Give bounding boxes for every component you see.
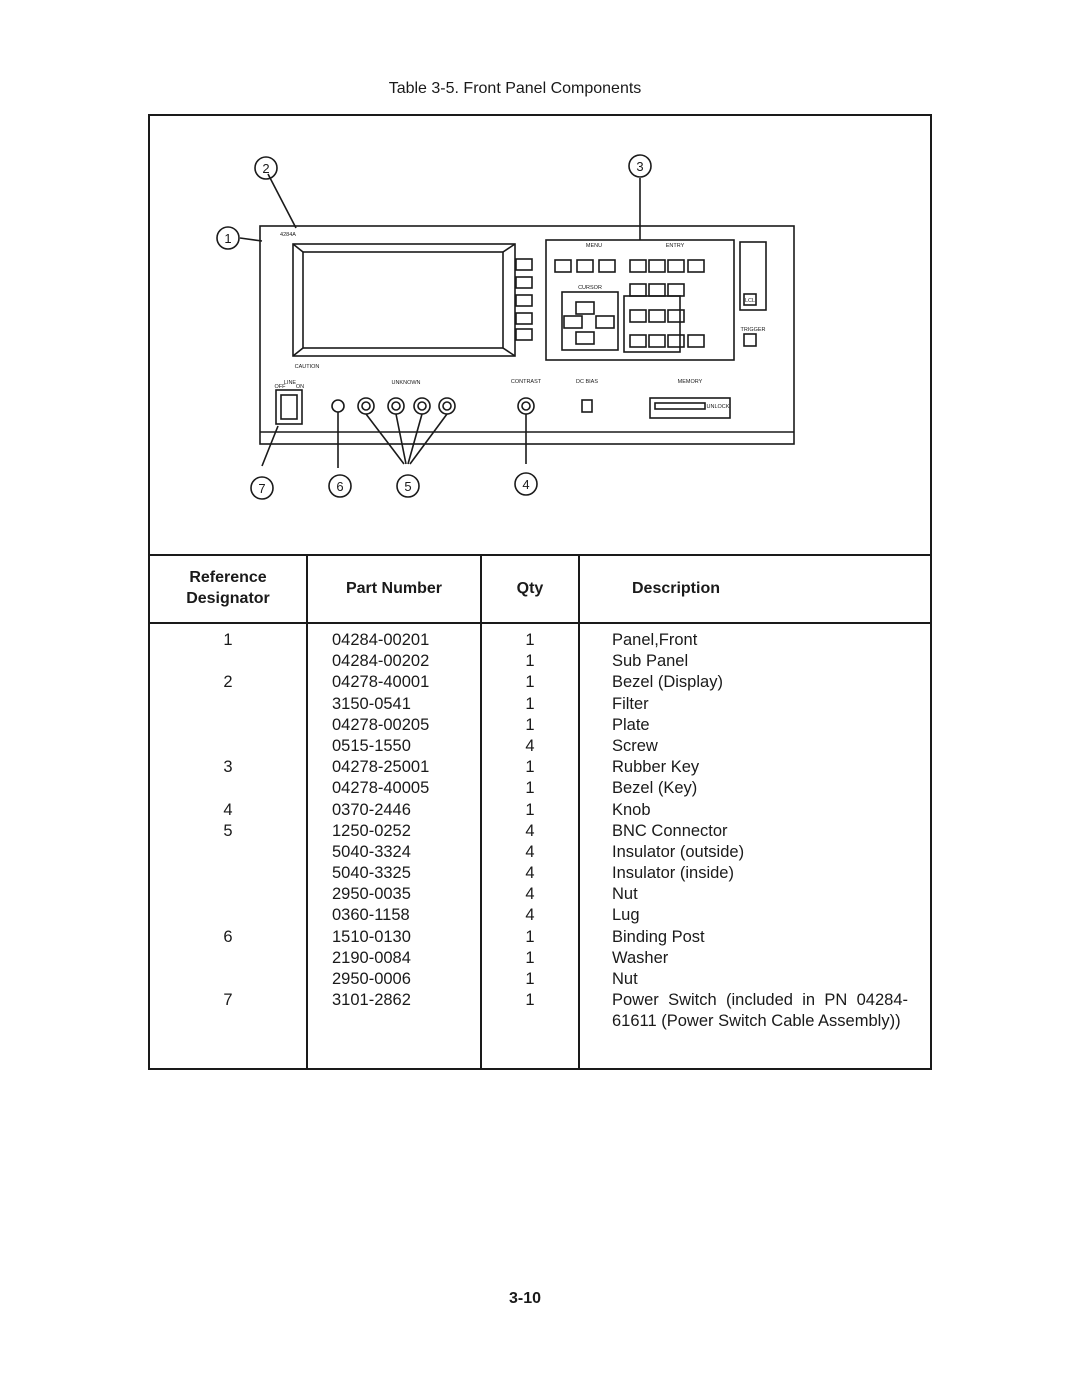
ref-cell: [150, 884, 306, 905]
part-cell: 0515-1550: [332, 736, 411, 755]
svg-text:6: 6: [336, 479, 344, 494]
svg-text:CAUTION: CAUTION: [294, 364, 320, 370]
display-bezel: [293, 244, 515, 356]
part-cell: 1250-0252: [332, 821, 411, 840]
qty-cell: 1: [525, 991, 535, 1010]
dc-bias-key: [582, 400, 592, 412]
part-cell: 04284-00201: [332, 631, 430, 649]
desc-cell: Panel,Front: [612, 631, 698, 649]
qty-cell: 4: [525, 736, 535, 755]
softkey: [516, 259, 532, 270]
softkey: [516, 329, 532, 340]
ref-cell: [150, 715, 306, 736]
svg-text:DC BIAS: DC BIAS: [575, 379, 599, 385]
qty-cell: 1: [525, 948, 535, 967]
svg-text:CONTRAST: CONTRAST: [510, 379, 542, 385]
part-cell: 3150-0541: [332, 694, 411, 713]
part-cell: 2190-0084: [332, 948, 411, 967]
part-cell: 04278-25001: [332, 758, 430, 777]
qty-cell: 1: [525, 779, 535, 798]
ref-cell: [150, 905, 306, 926]
ref-cell: [150, 842, 306, 863]
part-cell: 0370-2446: [332, 800, 411, 819]
header-part-number: Part Number: [345, 579, 443, 597]
desc-cell: Sub Panel: [612, 652, 689, 671]
part-cell: 3101-2862: [332, 991, 411, 1010]
desc-cell: Nut: [612, 970, 638, 988]
column-description: [612, 630, 912, 1033]
svg-text:MEMORY: MEMORY: [677, 379, 703, 385]
cursor-bezel: [624, 296, 680, 352]
ref-cell: [150, 736, 306, 757]
svg-text:ON: ON: [295, 384, 305, 390]
cursor-left-key: [564, 316, 582, 328]
svg-text:TRIGGER: TRIGGER: [740, 327, 766, 333]
table-header: [150, 554, 930, 624]
softkey: [516, 277, 532, 288]
qty-cell: 4: [525, 906, 535, 925]
ref-cell: 3: [223, 758, 233, 777]
header-reference-designator: Reference Designator: [186, 569, 270, 607]
desc-cell: Bezel (Key): [612, 779, 698, 798]
svg-text:1: 1: [224, 231, 232, 246]
svg-text:5: 5: [404, 479, 412, 494]
qty-cell: 1: [525, 652, 535, 671]
desc-cell: BNC Connector: [612, 821, 728, 840]
part-cell: 5040-3324: [332, 842, 411, 861]
desc-cell: Filter: [612, 694, 649, 713]
desc-cell: Screw: [612, 736, 658, 755]
header-qty: Qty: [516, 579, 544, 597]
softkey: [516, 295, 532, 306]
part-cell: 04278-40005: [332, 779, 430, 798]
qty-cell: 4: [525, 821, 535, 840]
qty-cell: 4: [525, 864, 535, 883]
ref-cell: [150, 694, 306, 715]
binding-post: [332, 400, 344, 412]
ref-cell: 4: [223, 800, 233, 819]
qty-cell: 1: [525, 715, 535, 734]
ref-cell: [150, 969, 306, 990]
svg-text:3: 3: [636, 159, 644, 174]
page-number: 3-10: [508, 1290, 542, 1307]
desc-cell: Insulator (inside): [612, 864, 734, 883]
qty-cell: 1: [525, 970, 535, 988]
desc-cell: Rubber Key: [612, 758, 700, 777]
softkey: [516, 313, 532, 324]
ref-cell: [150, 863, 306, 884]
cursor-down-key: [576, 332, 594, 344]
desc-cell: Lug: [612, 906, 640, 925]
part-cell: 5040-3325: [332, 864, 411, 883]
part-cell: 2950-0006: [332, 970, 411, 988]
part-cell: 04278-40001: [332, 673, 430, 692]
header-description: Description: [631, 579, 720, 597]
svg-text:ENTRY: ENTRY: [665, 243, 685, 249]
ref-cell: 5: [223, 821, 233, 840]
ref-cell: 2: [223, 673, 233, 692]
desc-cell: Insulator (outside): [612, 842, 745, 861]
column-part-number: [332, 630, 482, 1011]
svg-text:LINE: LINE: [283, 380, 297, 386]
ref-cell: [150, 651, 306, 672]
table-title: Table 3-5. Front Panel Components: [388, 80, 642, 97]
qty-cell: 1: [525, 758, 535, 777]
ref-cell: 1: [223, 631, 233, 649]
ref-cell: 6: [223, 927, 233, 946]
front-panel-drawing: [150, 116, 930, 554]
desc-cell: Nut: [612, 885, 638, 904]
svg-text:4: 4: [522, 477, 530, 492]
ref-cell: [150, 948, 306, 969]
desc-cell: Washer: [612, 948, 669, 967]
column-divider: [306, 554, 308, 1068]
qty-cell: 1: [525, 631, 535, 649]
cursor-up-key: [576, 302, 594, 314]
svg-text:UNKNOWN: UNKNOWN: [391, 380, 421, 386]
qty-cell: 4: [525, 842, 535, 861]
qty-cell: 1: [525, 800, 535, 819]
svg-text:MENU: MENU: [585, 243, 603, 249]
qty-cell: 1: [525, 694, 535, 713]
svg-text:UNLOCK: UNLOCK: [706, 404, 730, 410]
keypad-bezel: [546, 240, 734, 360]
part-cell: 2950-0035: [332, 885, 411, 904]
contrast-knob: [518, 398, 534, 414]
front-panel-figure: [150, 116, 930, 556]
desc-cell: Bezel (Display): [612, 673, 723, 692]
svg-text:CURSOR: CURSOR: [578, 285, 602, 291]
part-cell: 04278-00205: [332, 715, 430, 734]
column-reference: [150, 630, 306, 1011]
qty-cell: 4: [525, 885, 535, 904]
svg-text:OFF: OFF: [274, 384, 286, 390]
part-cell: 1510-0130: [332, 927, 411, 946]
svg-text:7: 7: [258, 481, 266, 496]
components-table: [148, 114, 932, 1070]
qty-cell: 1: [525, 927, 535, 946]
svg-text:2: 2: [262, 161, 270, 176]
qty-cell: 1: [525, 673, 535, 692]
desc-cell: Binding Post: [612, 927, 705, 946]
trigger-key: [744, 334, 756, 346]
part-cell: 0360-1158: [332, 906, 410, 925]
ref-cell: [150, 778, 306, 799]
part-cell: 04284-00202: [332, 652, 430, 671]
column-qty: [480, 630, 580, 1011]
desc-cell: Power Switch (included in PN 04284-61611 (Power Switch Cable Assembly)): [612, 991, 908, 1031]
ref-cell: 7: [223, 991, 233, 1010]
cursor-right-key: [596, 316, 614, 328]
svg-text:4284A: 4284A: [280, 232, 296, 238]
svg-text:LCL: LCL: [744, 298, 756, 304]
desc-cell: Plate: [612, 715, 650, 734]
desc-cell: Knob: [612, 800, 651, 819]
